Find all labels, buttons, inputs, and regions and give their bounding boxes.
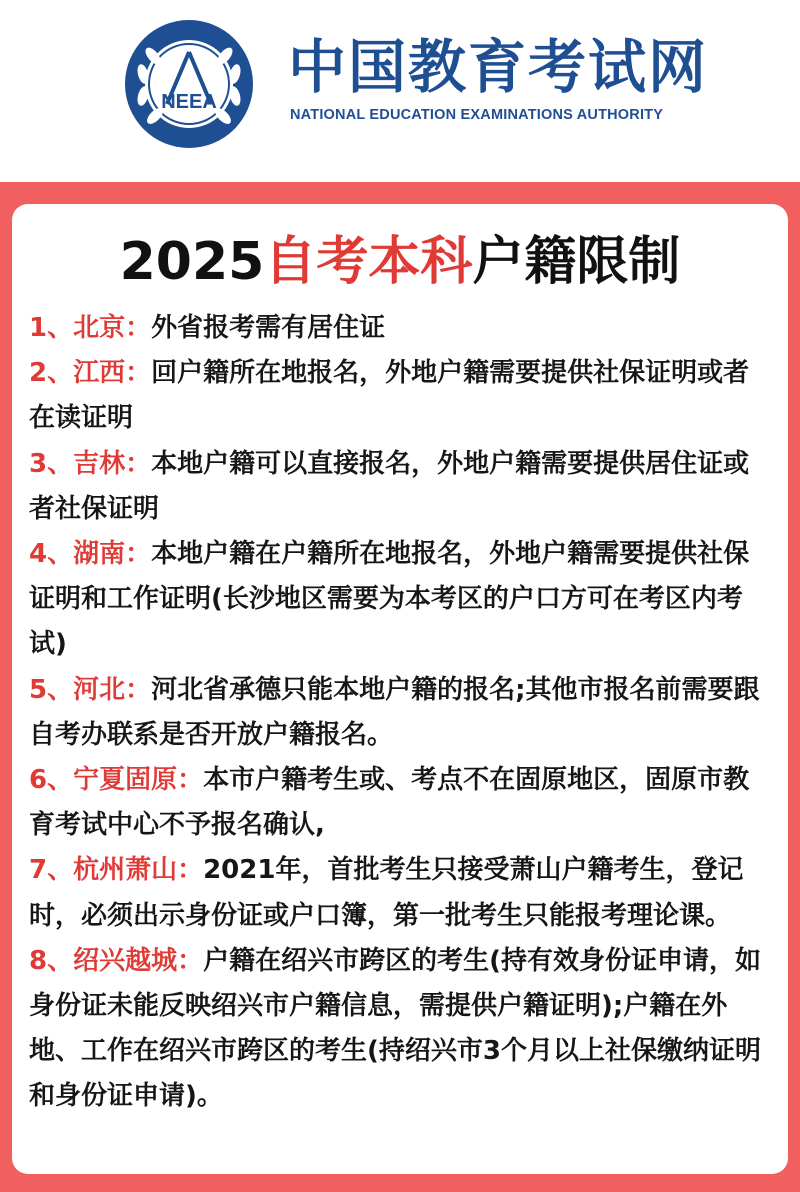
- item-text: 本市户籍考生或、考点不在固原地区，固原市教育考试中心不予报名确认,: [29, 765, 750, 841]
- title-year: 2025: [119, 232, 265, 292]
- item-label: 1、北京：: [29, 313, 152, 343]
- item-text: 河北省承德只能本地户籍的报名;其他市报名前需要跟自考办联系是否开放户籍报名。: [29, 674, 760, 750]
- item-text: 本地户籍可以直接报名，外地户籍需要提供居住证或者社保证明: [29, 448, 750, 524]
- item-text: 外省报考需有居住证: [151, 313, 386, 343]
- list-item-ningxia-guyuan: [29, 758, 771, 848]
- item-text: 回户籍所在地报名，外地户籍需要提供社保证明或者在读证明: [29, 358, 750, 434]
- item-text: 本地户籍在户籍所在地报名，外地户籍需要提供社保证明和工作证明(长沙地区需要为本考区的户口方可在考区内考试): [29, 539, 750, 660]
- title-highlight: 自考本科: [264, 232, 473, 292]
- list-item-beijing: [29, 306, 771, 351]
- item-label: 5、河北：: [29, 674, 152, 705]
- list-item-hangzhou-xiaoshan: [29, 848, 771, 938]
- item-label: 8、绍兴越城：: [29, 945, 204, 976]
- seal-text: NEEA: [161, 91, 217, 113]
- site-name-cn: 中国教育考试网: [288, 33, 709, 101]
- list-item-hunan: [29, 532, 771, 668]
- item-text: 2021年，首批考生只接受萧山户籍考生，登记时，必须出示身份证或户口簿，第一批考生只能报考理论课。: [29, 855, 744, 931]
- list-item-jilin: [29, 442, 771, 532]
- item-label: 6、宁夏固原：: [29, 765, 204, 796]
- neea-seal-logo: [123, 18, 255, 150]
- item-label: 7、杭州萧山：: [29, 855, 204, 886]
- item-label: 2、江西：: [29, 358, 152, 389]
- site-name-en: NATIONAL EDUCATION EXAMINATIONS AUTHORITY: [290, 107, 664, 123]
- header-banner: [0, 0, 800, 182]
- list-item-jiangxi: [29, 351, 771, 441]
- item-label: 4、湖南：: [29, 539, 152, 570]
- item-text: 户籍在绍兴市跨区的考生(持有效身份证申请，如身份证未能反映绍兴市户籍信息，需提供户籍证明);户籍在外地、工作在绍兴市跨区的考生(持绍兴市3个月以上社保缴纳证明和身份证申请)。: [29, 945, 761, 1112]
- restriction-list: [29, 306, 771, 1120]
- list-item-shaoxing-yuecheng: [29, 939, 771, 1120]
- item-label: 3、吉林：: [29, 448, 152, 479]
- title-suffix: 户籍限制: [472, 232, 681, 292]
- list-item-hebei: [29, 668, 771, 758]
- page-title: [0, 232, 800, 292]
